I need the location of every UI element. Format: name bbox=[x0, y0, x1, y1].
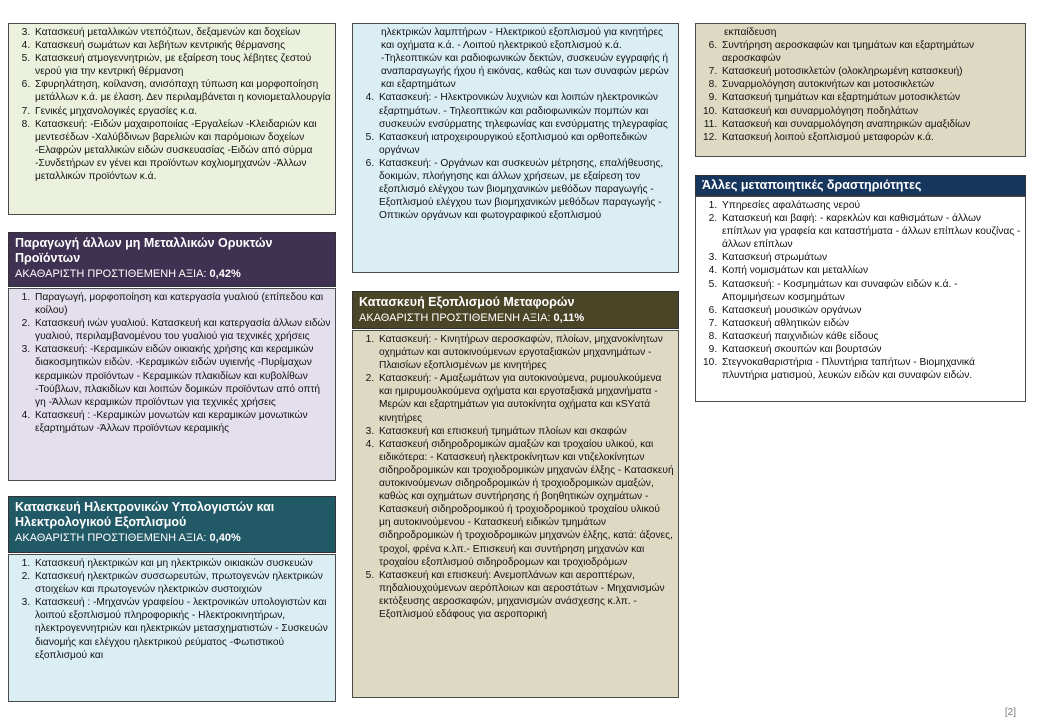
electronics-cont-list bbox=[352, 23, 679, 273]
transport-header bbox=[352, 291, 679, 329]
list-item: 1. Παραγωγή, μορφοποίηση και κατεργασία γυαλιού (επίπεδου και κοίλου) bbox=[33, 291, 331, 317]
list-item: 2. Κατασκευή και βαφή: - καρεκλών και καθισμάτων - άλλων επίπλων για γραφεία και καταστήματα - άλλων επίπλων κουζίνας - άλλων επίπλων bbox=[720, 212, 1021, 251]
list-item: 2. Κατασκευή: - Αμαξωμάτων για αυτοκινούμενα, ρυμουλκούμενα και ημιρυμουλκούμενα οχήματα και εργοταξιακά μηχανήματα - Μερών και εξαρτημάτων για αυτοκίνητα οχήματα και κSYατά κινητήρες bbox=[377, 372, 674, 424]
list-item: 4. Κατασκευή σιδηροδρομικών αμαξών και τροχαίου υλικού, και ειδικότερα: - Κατασκευή ηλεκτροκίνητων και ντιζελοκίνητων σιδηροδρομικών και τροχιοδρομικών μηχανών έλξης - Κατασκευή αυτοκινούμενων σιδηροδρομικών ή τροχιοδρομικών αμαξών, καθώς και οχημάτων συντήρησης ή βοηθητικών οχημάτων - Κατασκευή σιδηροδρομικού ή τροχιοδρομικού τροχαίου υλικού μη αυτοκινούμενου - Κατασκευή ειδικών τμημάτων σιδηροδρομικών ή τροχιοδρομικών μηχανών έλξης, κατά: άξονες, τροχοί, φρένα κ.λπ.- Επισκευή και συντήρηση μηχανών και τροχαίου εξοπλισμού σιδηροδρομων και τροχιοδρόμων bbox=[377, 438, 674, 569]
list-item: 4. Κοπή νομισμάτων και μεταλλίων bbox=[720, 264, 1021, 277]
transport-value: 0,11% bbox=[553, 312, 585, 324]
mineral-value: 0,42% bbox=[209, 268, 241, 280]
other-header bbox=[695, 175, 1026, 196]
list-item: 6. Κατασκευή μουσικών οργάνων bbox=[720, 304, 1021, 317]
list-item: 5. Κατασκευή και επισκευή: Ανεμοπλάνων και αεροπτέρων, πηδαλιουχούμενων αερόπλοιων και αεροστάτων - Μηχανισμών εκτόξευσης αεροσκαφών, μηχανισμών ανάσχεσης κ.λπ. - Εξοπλισμού εδάφους για αεροπορική bbox=[377, 569, 674, 621]
electronics-items bbox=[353, 91, 678, 222]
list-item: 5. Κατασκευή ατμογεννητριών, με εξαίρεση τους λέβητες ζεστού νερού για την κεντρική θέρμανση bbox=[33, 52, 331, 78]
mineral-header bbox=[8, 232, 336, 287]
list-item: 2. Κατασκευή ινών γυαλιού. Κατασκευή και κατεργασία άλλων ειδών γυαλιού, περιλαμβανομένου του γυαλιού για τεχνικές χρήσεις bbox=[33, 317, 331, 343]
list-item: 4. Κατασκευή σωμάτων και λεβήτων κεντρικής θέρμανσης bbox=[33, 39, 331, 52]
transport-list bbox=[352, 330, 679, 698]
list-item: 6. Συντήρηση αεροσκαφών και τμημάτων και εξαρτημάτων αεροσκαφών bbox=[720, 39, 1021, 65]
list-item: 1. Κατασκευή ηλεκτρικών και μη ηλεκτρικών οικιακών συσκευών bbox=[33, 557, 331, 570]
computers-header bbox=[8, 496, 336, 553]
list-item: 3. Κατασκευή: -Κεραμικών ειδών οικιακής χρήσης και κεραμικών διακοσμητικών ειδών. -Κεραμικών ειδών υγιεινής -Πυρίμαχων κεραμικών προϊόντων - Κεραμικών πλακιδίων και κυβολίθων -Τούβλων, πλακιδίων και λοιπών δομικών προϊόντων από οπτή γη -Άλλων κεραμικών προϊόντων για τεχνικές χρήσεις bbox=[33, 343, 331, 408]
other-title: Άλλες μεταποιητικές δραστηριότητες bbox=[702, 178, 922, 192]
list-item: 3. Κατασκευή στρωμάτων bbox=[720, 251, 1021, 264]
vehicles-cont-text: εκπαίδευση bbox=[724, 27, 777, 38]
list-item: 6. Σφυρηλάτηση, κοίλανση, ανισόπαχη τύπωση και μορφοποίηση μετάλλων κ.ά. με έλαση. Δεν περιλαμβάνεται η κονιομεταλλουργία bbox=[33, 78, 331, 104]
list-item: 8. Κατασκευή: -Ειδών μαχαιροποιίας -Εργαλείων -Κλειδαριών και μεντεσέδων -Χαλύβδινων βαρελιών και παρόμοιων δοχείων -Ελαφρών μεταλλικών ειδών συσκευασίας -Ειδών από σύρμα -Συνδετήρων εν γένει και προϊόντων κοχλιομηχανών -Άλλων μεταλλικών προϊόντων κ.ά. bbox=[33, 118, 331, 183]
list-item: 6. Κατασκευή: - Οργάνων και συσκευών μέτρησης, επαλήθευσης, δοκιμών, πλοήγησης και άλλων χρήσεων, με εξαίρεση τον εξοπλισμό ελέγχου των βιομηχανικών μεθόδων παραγωγής - Εξοπλισμού ελέγχου των βιομηχανικών μεθόδων παραγωγής - Οπτικών οργάνων και φωτογραφικού εξοπλισμού bbox=[377, 157, 674, 222]
computers-title: Κατασκευή Ηλεκτρονικών Υπολογιστών και Ηλεκτρολογικού Εξοπλισμού bbox=[15, 500, 275, 529]
list-item: 4. Κατασκευή : -Κεραμικών μονωτών και κεραμικών μονωτικών εξαρτημάτων -Άλλων προϊόντων κεραμικής bbox=[33, 409, 331, 435]
metal-products-items bbox=[9, 24, 335, 183]
computers-value: 0,40% bbox=[209, 532, 241, 544]
other-items bbox=[696, 197, 1025, 382]
list-item: 7. Κατασκευή μοτοσικλετών (ολοκληρωμένη κατασκευή) bbox=[720, 65, 1021, 78]
metal-products-list bbox=[8, 23, 336, 215]
transport-value-line: ΑΚΑΘΑΡΙΣΤΗ ΠΡΟΣΤΙΘΕΜΕΝΗ ΑΞΙΑ: 0,11% bbox=[359, 312, 585, 324]
mineral-items bbox=[9, 289, 335, 435]
list-item: 8. Συναρμολόγηση αυτοκινήτων και μοτοσικλετών bbox=[720, 78, 1021, 91]
list-item: 8. Κατασκευή παιχνιδιών κάθε είδους bbox=[720, 330, 1021, 343]
page-number: [2] bbox=[1004, 707, 1016, 718]
transport-title: Κατασκευή Εξοπλισμού Μεταφορών bbox=[359, 295, 575, 309]
list-item: 7. Γενικές μηχανολογικές εργασίες κ.α. bbox=[33, 105, 331, 118]
other-list bbox=[695, 196, 1026, 402]
vehicles-items bbox=[696, 39, 1025, 144]
vehicles-cont-list bbox=[695, 23, 1026, 157]
list-item: 3. Κατασκευή μεταλλικών ντεπόζιτων, δεξαμενών και δοχείων bbox=[33, 26, 331, 39]
list-item: 11. Κατασκευή και συναρμολόγηση αναπηρικών αμαξιδίων bbox=[720, 118, 1021, 131]
list-item: 2. Κατασκευή ηλεκτρικών συσσωρευτών, πρωτογενών ηλεκτρικών στοιχείων και πρωτογενών ηλεκτρικών συστοιχιών bbox=[33, 570, 331, 596]
list-item: 1. Κατασκευή: - Κινητήρων αεροσκαφών, πλοίων, μηχανοκίνητων οχημάτων και αυτοκινούμενων εργοταξιακών μηχανημάτων - Πλαισίων εξοπλισμένων με κινητήρες bbox=[377, 333, 674, 372]
list-item: 1. Υπηρεσίες αφαλάτωσης νερού bbox=[720, 199, 1021, 212]
computers-items bbox=[9, 555, 335, 662]
list-item: 3. Κατασκευή και επισκευή τμημάτων πλοίων και σκαφών bbox=[377, 425, 674, 438]
list-item: 7. Κατασκευή αθλητικών ειδών bbox=[720, 317, 1021, 330]
computers-list bbox=[8, 554, 336, 702]
list-item: 9. Κατασκευή τμημάτων και εξαρτημάτων μοτοσικλετών bbox=[720, 91, 1021, 104]
list-item: 10. Στεγνοκαθαριστήρια - Πλυντήρια ταπήτων - Βιομηχανικά πλυντήρια ματισμού, λευκών ειδών και συναφών ειδών. bbox=[720, 356, 1021, 382]
list-item: 9. Κατασκευή σκουπών και βουρτσών bbox=[720, 343, 1021, 356]
transport-items bbox=[353, 331, 678, 621]
list-item: 10. Κατασκευή και συναρμολόγηση ποδηλάτων bbox=[720, 105, 1021, 118]
mineral-value-line: ΑΚΑΘΑΡΙΣΤΗ ΠΡΟΣΤΙΘΕΜΕΝΗ ΑΞΙΑ: 0,42% bbox=[15, 268, 241, 280]
list-item: 4. Κατασκευή: - Ηλεκτρονικών λυχνιών και λοιπών ηλεκτρονικών εξαρτημάτων. - Τηλεοπτικών και ραδιοφωνικών πομπών και συσκευών ενσύρματης τηλεφωνίας και ενσύρματης τηλεγραφίας bbox=[377, 91, 674, 130]
computers-value-line: ΑΚΑΘΑΡΙΣΤΗ ΠΡΟΣΤΙΘΕΜΕΝΗ ΑΞΙΑ: 0,40% bbox=[15, 532, 241, 544]
electronics-cont-text: ηλεκτρικών λαμπτήρων - Ηλεκτρικού εξοπλισμού για κινητήρες και οχήματα κ.ά. - Λοιπού ηλεκτρικού εξοπλισμού κ.ά. -Τηλεοπτικών και ραδιοφωνικών δεκτών, συσκευών εγγραφής ή αναπαραγωγής ήχου ή εικόνας, καθώς και των συναφών μερών και εξαρτημάτων bbox=[381, 27, 669, 91]
mineral-list bbox=[8, 288, 336, 481]
list-item: 12. Κατασκευή λοιπού εξοπλισμού μεταφορών κ.ά. bbox=[720, 131, 1021, 144]
list-item: 5. Κατασκευή: - Κοσμημάτων και συναφών ειδών κ.ά. - Απομιμήσεων κοσμημάτων bbox=[720, 278, 1021, 304]
list-item: 3. Κατασκευή : -Μηχανών γραφείου - λεκτρονικών υπολογιστών και λοιπού εξοπλισμού πληροφορικής - Ηλεκτροκινητήρων, ηλεκτρογεννητριών και ηλεκτρικών μετασχηματιστών - Συσκευών διανομής και ελέγχου ηλεκτρικού ρεύματος -Φωτιστικού εξοπλισμού και bbox=[33, 596, 331, 661]
list-item: 5. Κατασκευή ιατροχειρουργικού εξοπλισμού και ορθοπεδικών οργάνων bbox=[377, 131, 674, 157]
mineral-title: Παραγωγή άλλων μη Μεταλλικών Ορυκτών Προϊόντων bbox=[15, 236, 273, 265]
